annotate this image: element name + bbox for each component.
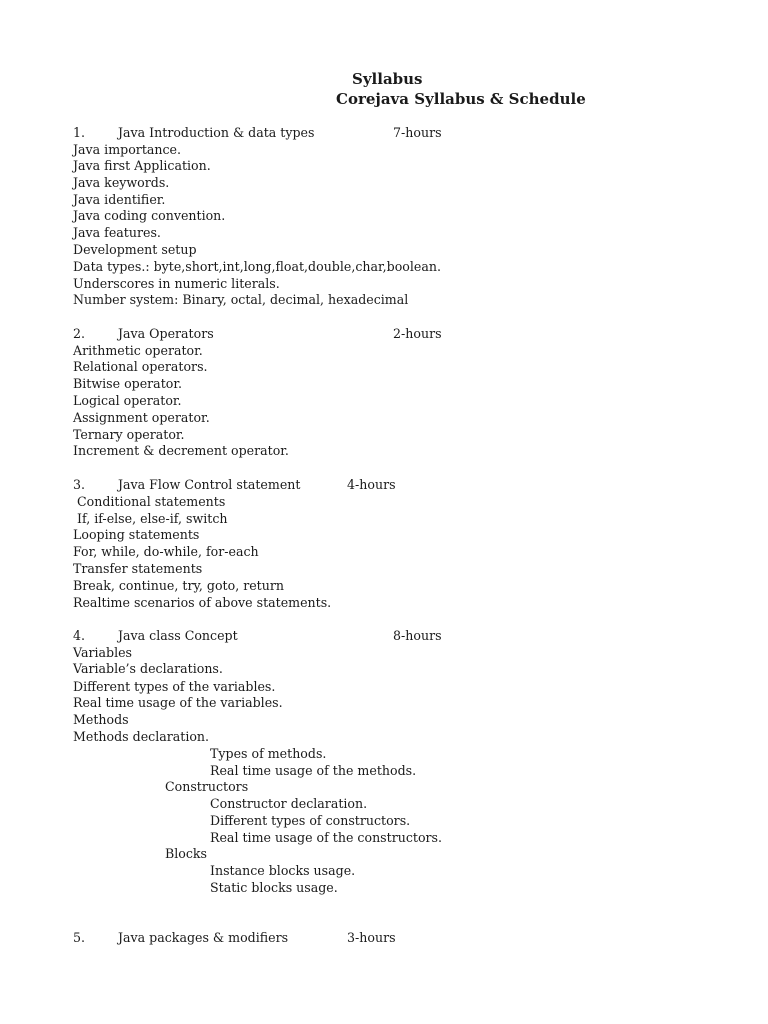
- list-item: For, while, do-while, for-each: [73, 544, 259, 559]
- list-item: Realtime scenarios of above statements.: [73, 595, 332, 610]
- section-title: Java class Concept: [118, 628, 238, 643]
- list-item: If, if-else, else-if, switch: [73, 511, 228, 526]
- page-subtitle: Corejava Syllabus & Schedule: [336, 90, 586, 108]
- list-item: Instance blocks usage.: [210, 863, 356, 878]
- list-item: Different types of constructors.: [210, 813, 411, 828]
- list-item: Methods declaration.: [73, 729, 210, 744]
- list-item: Java keywords.: [73, 175, 170, 190]
- list-item: Number system: Binary, octal, decimal, hexadecimal: [73, 292, 409, 307]
- list-item: Bitwise operator.: [73, 376, 182, 391]
- list-item: Transfer statements: [73, 561, 203, 576]
- list-item: Real time usage of the methods.: [210, 763, 417, 778]
- list-item: Blocks: [165, 846, 208, 861]
- section-hours: 3-hours: [347, 930, 396, 945]
- section-title: Java Introduction & data types: [118, 125, 315, 140]
- list-item: Java coding convention.: [73, 208, 226, 223]
- list-item: Types of methods.: [210, 746, 327, 761]
- list-item: Constructors: [165, 779, 249, 794]
- list-item: Java identifier.: [73, 192, 166, 207]
- list-item: Looping statements: [73, 527, 200, 542]
- list-item: Logical operator.: [73, 393, 182, 408]
- list-item: Java features.: [73, 225, 161, 240]
- list-item: Ternary operator.: [73, 427, 185, 442]
- list-item: Real time usage of the constructors.: [210, 830, 443, 845]
- list-item: Constructor declaration.: [210, 796, 368, 811]
- list-item: Break, continue, try, goto, return: [73, 578, 284, 593]
- list-item: Arithmetic operator.: [73, 343, 203, 358]
- section-number: 5.: [73, 930, 86, 945]
- list-item: Real time usage of the variables.: [73, 695, 283, 710]
- section-number: 4.: [73, 628, 86, 643]
- list-item: Different types of the variables.: [73, 679, 276, 694]
- list-item: Increment & decrement operator.: [73, 443, 289, 458]
- list-item: Development setup: [73, 242, 197, 257]
- section-title: Java packages & modifiers: [118, 930, 289, 945]
- section-hours: 8-hours: [393, 628, 442, 643]
- list-item: Underscores in numeric literals.: [73, 276, 280, 291]
- section-number: 3.: [73, 477, 86, 492]
- section-title: Java Flow Control statement: [118, 477, 301, 492]
- section-number: 2.: [73, 326, 86, 341]
- section-hours: 4-hours: [347, 477, 396, 492]
- section-hours: 7-hours: [393, 125, 442, 140]
- page-title: Syllabus: [352, 70, 423, 88]
- list-item: Java first Application.: [73, 158, 211, 173]
- list-item: Methods: [73, 712, 129, 727]
- list-item: Variable’s declarations.: [73, 661, 223, 676]
- list-item: Static blocks usage.: [210, 880, 338, 895]
- section-title: Java Operators: [118, 326, 214, 341]
- list-item: Conditional statements: [73, 494, 226, 509]
- section-hours: 2-hours: [393, 326, 442, 341]
- list-item: Variables: [73, 645, 133, 660]
- section-number: 1.: [73, 125, 86, 140]
- list-item: Java importance.: [73, 142, 182, 157]
- list-item: Relational operators.: [73, 359, 208, 374]
- list-item: Assignment operator.: [73, 410, 210, 425]
- list-item: Data types.: byte,short,int,long,float,double,char,boolean.: [73, 259, 441, 274]
